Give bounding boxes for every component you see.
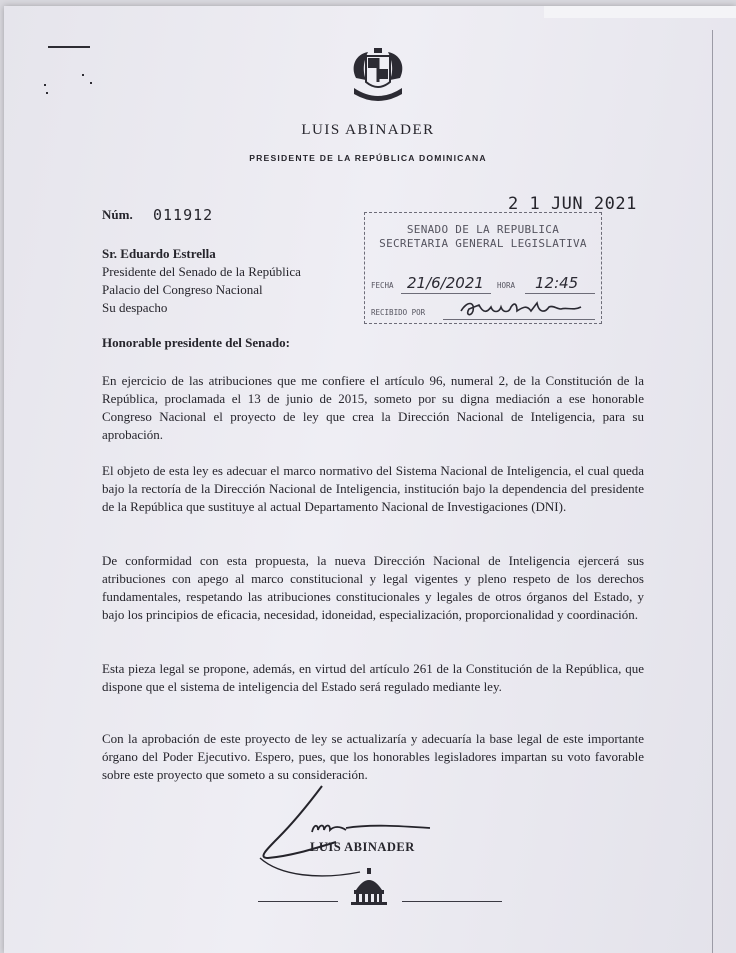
scan-mark — [48, 46, 90, 48]
national-palace-dome-icon — [348, 868, 390, 906]
addressee-name: Sr. Eduardo Estrella — [102, 246, 216, 261]
stamp-fecha-label: FECHA — [371, 281, 394, 290]
paper-top-strip — [544, 6, 736, 18]
number-value: 011912 — [153, 206, 214, 224]
letterhead-title: PRESIDENTE DE LA REPÚBLICA DOMINICANA — [249, 153, 487, 163]
salutation: Honorable presidente del Senado: — [102, 335, 290, 350]
stamp-department: SECRETARIA GENERAL LEGISLATIVA — [379, 237, 587, 250]
body-paragraph: En ejercicio de las atribuciones que me confiere el artículo 96, numeral 2, de la Constitución de la República, proclamada el 13 de junio de 2015, someto por su digna mediación a ese honorable Congreso Nacional el proyecto de ley que crea la Dirección Nacional de Inteligencia, para su aprobación. — [102, 373, 644, 442]
handwritten-signature-icon — [250, 780, 440, 880]
scan-speck — [90, 82, 92, 84]
footer-rule-left — [258, 901, 338, 902]
receiver-signature-icon — [457, 297, 587, 321]
body-paragraph: Con la aprobación de este proyecto de ley se actualizaría y adecuaría la base legal de este importante órgano del Poder Ejecutivo. Espero, pues, que los honorables legisladores impartan su voto favorable sobre este proyecto que someto a su consideración. — [102, 731, 644, 782]
footer-rule-right — [402, 901, 502, 902]
scan-speck — [44, 84, 46, 86]
scan-speck — [46, 92, 48, 94]
stamp-institution: SENADO DE LA REPUBLICA — [406, 223, 560, 236]
date-stamp: 2 1 JUN 2021 — [508, 194, 637, 214]
paper-edge — [712, 30, 713, 953]
addressee-line: Su despacho — [102, 300, 168, 315]
body-paragraph: El objeto de esta ley es adecuar el marco normativo del Sistema Nacional de Inteligencia, el cual queda bajo la rectoría de la Dirección Nacional de Inteligencia, institución bajo la dependencia del presidente de la República que sustituye al actual Departamento Nacional de Investigaciones (DNI). — [102, 463, 644, 514]
reception-stamp — [364, 212, 602, 324]
body-paragraph: Esta pieza legal se propone, además, en virtud del artículo 261 de la Constitución de la República, que dispone que el sistema de inteligencia del Estado será regulado mediante ley. — [102, 661, 644, 694]
letterhead-name: LUIS ABINADER — [301, 122, 435, 138]
stamp-hora-label: HORA — [497, 281, 516, 290]
stamp-fecha-value: 21/6/2021 — [407, 274, 484, 292]
coat-of-arms-icon — [348, 48, 408, 106]
addressee-line: Presidente del Senado de la República — [102, 264, 301, 279]
body-paragraph: De conformidad con esta propuesta, la nueva Dirección Nacional de Inteligencia ejercerá sus atribuciones con apego al marco constitucional y legal vigentes y pleno respeto de los derechos fundamentales, respetando las atribuciones constitucionales y legales de otros órganos del Estado, y bajo los principios de eficacia, necesidad, idoneidad, especialización, proporcionalidad y coordinación. — [102, 553, 644, 622]
stamp-underline — [525, 293, 595, 294]
scan-speck — [82, 74, 84, 76]
number-label: Núm. — [102, 207, 133, 222]
addressee-line: Palacio del Congreso Nacional — [102, 282, 263, 297]
signatory-name: LUIS ABINADER — [310, 840, 415, 854]
stamp-hora-value: 12:45 — [535, 274, 579, 292]
stamp-recibido-label: RECIBIDO POR — [371, 308, 426, 317]
stamp-underline — [401, 293, 491, 294]
